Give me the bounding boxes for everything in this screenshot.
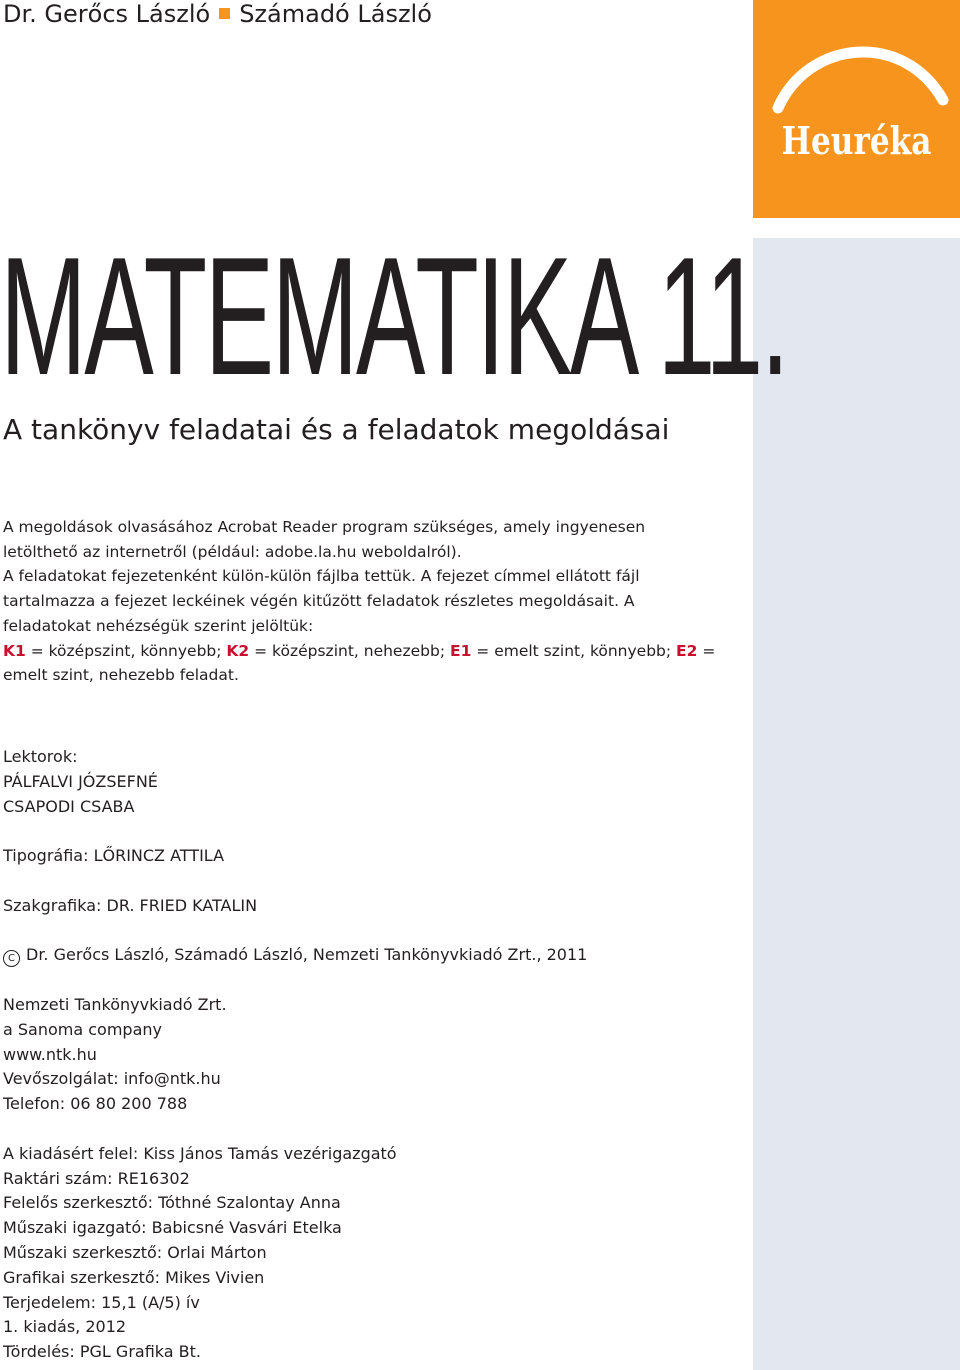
graphic-editor: Grafikai szerkesztő: Mikes Vivien bbox=[3, 1267, 265, 1287]
book-subtitle: A tankönyv feladatai és a feladatok megoldásai bbox=[3, 413, 670, 446]
intro-paragraph-1: A megoldások olvasásához Acrobat Reader program szükséges, amely ingyenesen letölthető az internetről (például: adobe.la.hu weboldalról). bbox=[3, 518, 646, 561]
technical-editor: Műszaki szerkesztő: Orlai Márton bbox=[3, 1242, 267, 1262]
extent: Terjedelem: 15,1 (A/5) ív bbox=[3, 1292, 200, 1312]
copyright-line bbox=[3, 943, 587, 968]
publisher-logo bbox=[753, 0, 960, 218]
level-text: = emelt szint, könnyebb; bbox=[471, 641, 677, 660]
logo-arc-icon bbox=[753, 0, 960, 218]
credits-block bbox=[3, 745, 587, 1365]
reviewers-label: Lektorok: bbox=[3, 747, 78, 766]
intro-paragraph-2 bbox=[3, 564, 716, 688]
level-code: E2 bbox=[676, 641, 698, 660]
stock-number: Raktári szám: RE16302 bbox=[3, 1168, 190, 1188]
publisher-website: www.ntk.hu bbox=[3, 1044, 97, 1064]
phone-number: Telefon: 06 80 200 788 bbox=[3, 1094, 188, 1114]
technical-director: Műszaki igazgató: Babicsné Vasvári Etelka bbox=[3, 1218, 342, 1238]
author-1: Dr. Gerőcs László bbox=[3, 0, 211, 28]
level-code: K2 bbox=[226, 641, 250, 660]
level-text: = emelt szint, nehezebb feladat. bbox=[3, 641, 716, 685]
logo-text: Heuréka bbox=[781, 118, 932, 163]
publisher-company: a Sanoma company bbox=[3, 1019, 162, 1039]
reviewer-2: CSAPODI CSABA bbox=[3, 796, 135, 816]
copyright-icon: C bbox=[3, 950, 20, 967]
author-2: Számadó László bbox=[239, 0, 432, 28]
level-code: E1 bbox=[449, 641, 472, 660]
typography-credit: Tipográfia: LŐRINCZ ATTILA bbox=[3, 846, 225, 866]
publisher-name: Nemzeti Tankönyvkiadó Zrt. bbox=[3, 994, 227, 1014]
book-title: MATEMATIKA 11. bbox=[0, 222, 788, 410]
customer-service: Vevőszolgálat: info@ntk.hu bbox=[3, 1069, 221, 1089]
graphics-credit: Szakgrafika: DR. FRIED KATALIN bbox=[3, 895, 258, 915]
typesetting: Tördelés: PGL Grafika Bt. bbox=[3, 1342, 201, 1362]
level-code: K1 bbox=[3, 641, 26, 660]
level-text: = középszint, könnyebb; bbox=[25, 641, 227, 660]
authors-line bbox=[3, 0, 432, 28]
copyright-text: Dr. Gerőcs László, Számadó László, Nemzeti Tankönyvkiadó Zrt., 2011 bbox=[26, 945, 588, 965]
reviewer-1: PÁLFALVI JÓZSEFNÉ bbox=[3, 771, 158, 791]
responsible-editor: Felelős szerkesztő: Tóthné Szalontay Anna bbox=[3, 1193, 341, 1213]
level-text: = középszint, nehezebb; bbox=[249, 641, 450, 660]
intro-text bbox=[3, 515, 716, 688]
responsible-publisher: A kiadásért felel: Kiss János Tamás vezérigazgató bbox=[3, 1143, 397, 1163]
edition: 1. kiadás, 2012 bbox=[3, 1317, 127, 1337]
separator-square-icon bbox=[219, 8, 230, 19]
intro-paragraph-2-text: A feladatokat fejezetenként külön-külön fájlba tettük. A fejezet címmel ellátott fájl tartalmazza a fejezet leckéinek végén kitűzött feladatok részletes megoldásait. A feladatokat nehézségük szerint jelöltük: bbox=[3, 567, 640, 635]
